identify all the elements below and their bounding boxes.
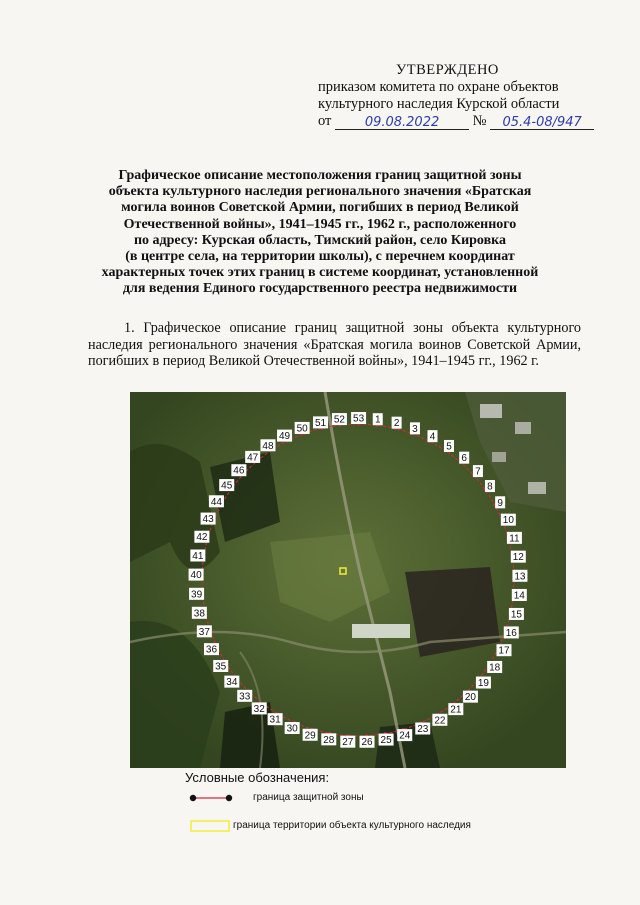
- point-label: 8: [487, 481, 493, 493]
- section-paragraph: [88, 320, 581, 370]
- zone-boundary-symbol: [189, 790, 233, 806]
- title-line: для ведения Единого государственного реестра недвижимости: [122, 281, 518, 297]
- point-label: 22: [434, 715, 446, 727]
- point-label: 50: [296, 423, 308, 435]
- point-label: 45: [221, 480, 233, 492]
- approval-line-1: приказом комитета по охране объектов: [318, 79, 559, 95]
- legend: [185, 770, 565, 831]
- point-label: 33: [239, 691, 251, 703]
- point-label: 18: [489, 662, 501, 674]
- point-label: 37: [198, 626, 210, 638]
- point-label: 47: [247, 452, 259, 464]
- document-title: [70, 168, 570, 298]
- point-label: 12: [512, 552, 524, 564]
- point-label: 41: [192, 551, 204, 563]
- point-label: 14: [513, 590, 525, 602]
- point-label: 30: [286, 723, 298, 735]
- title-line: (в центре села, на территории школы), с перечнем координат: [125, 249, 515, 265]
- legend-item-zone: [185, 792, 565, 806]
- point-label: 36: [205, 644, 218, 656]
- point-label: 23: [417, 723, 429, 735]
- point-label: 46: [233, 465, 245, 477]
- point-label: 19: [477, 678, 489, 690]
- point-label: 38: [193, 608, 205, 620]
- title-line: по адресу: Курская область, Тимский район, село Кировка: [133, 232, 506, 248]
- paragraph-number: 1.: [124, 320, 135, 336]
- title-line: объекта культурного наследия регионального значения «Братская: [108, 184, 532, 200]
- map-svg: [130, 392, 566, 768]
- legend-title: Условные обозначения:: [185, 770, 330, 785]
- number-prefix: №: [472, 113, 487, 129]
- object-boundary-symbol: [189, 819, 233, 833]
- house: [515, 422, 531, 434]
- date-field: [335, 114, 469, 130]
- school-building: [352, 624, 410, 638]
- number-value: 05.4-08/947: [502, 115, 582, 130]
- point-label: 28: [323, 734, 335, 746]
- point-label: 44: [210, 496, 222, 508]
- point-label: 53: [353, 413, 365, 425]
- point-label: 48: [262, 440, 274, 452]
- point-label: 9: [497, 497, 503, 509]
- point-label: 6: [461, 453, 467, 465]
- date-prefix: от: [318, 113, 332, 129]
- title-line: могила воинов Советской Армии, погибших в период Великой: [121, 200, 519, 216]
- point-label: 4: [429, 431, 436, 443]
- house: [528, 482, 546, 494]
- satellite-map: [130, 392, 566, 768]
- point-label: 5: [446, 441, 452, 453]
- legend-label-object: граница территории объекта культурного наследия: [233, 820, 471, 831]
- title-line: характерных точек этих границ в системе координат, установленной: [101, 265, 539, 281]
- point-label: 27: [342, 737, 354, 749]
- ploughed-field: [405, 567, 500, 657]
- legend-label-zone: граница защитной зоны: [253, 792, 364, 803]
- point-label: 29: [304, 730, 316, 742]
- point-label: 3: [412, 423, 418, 435]
- point-label: 35: [215, 661, 227, 673]
- point-label: 42: [196, 532, 208, 544]
- point-label: 2: [393, 418, 400, 430]
- approval-block: [318, 62, 618, 130]
- point-label: 10: [502, 515, 514, 527]
- approval-line-2: культурного наследия Курской области: [318, 96, 560, 112]
- point-label: 39: [191, 589, 203, 601]
- point-label: 1: [374, 414, 381, 426]
- house: [480, 404, 502, 418]
- point-label: 31: [269, 714, 281, 726]
- approval-heading: УТВЕРЖДЕНО: [396, 62, 499, 78]
- point-label: 17: [498, 645, 510, 657]
- point-label: 24: [399, 730, 411, 742]
- point-label: 20: [464, 692, 476, 704]
- number-field: [490, 114, 594, 130]
- point-label: 26: [361, 737, 373, 749]
- legend-item-object: [185, 820, 565, 834]
- point-label: 43: [202, 514, 214, 526]
- title-line: Отечественной войны», 1941–1945 гг., 1962 г., расположенного: [123, 216, 517, 232]
- point-label: 13: [514, 571, 526, 583]
- point-label: 40: [190, 570, 202, 582]
- point-label: 34: [226, 677, 238, 689]
- point-label: 49: [278, 431, 291, 443]
- point-label: 25: [380, 735, 392, 747]
- house: [492, 452, 506, 462]
- date-value: 09.08.2022: [364, 115, 440, 130]
- title-line: Графическое описание местоположения границ защитной зоны: [118, 168, 522, 183]
- dark-patch-south: [220, 702, 280, 768]
- point-label: 11: [509, 533, 520, 545]
- point-label: 7: [475, 466, 481, 478]
- paragraph-text: Графическое описание границ защитной зоны объекта культурного наследия регионального значения «Братская могила воинов Советской Армии, погибших в период Великой Отечественной войны», 1941–1945 гг., 1962 г.: [88, 320, 582, 370]
- point-label: 52: [333, 414, 345, 426]
- point-label: 16: [505, 627, 517, 639]
- point-label: 32: [253, 703, 265, 715]
- approval-date-number: [318, 113, 618, 130]
- point-label: 51: [314, 417, 327, 429]
- point-label: 15: [510, 609, 522, 621]
- point-label: 21: [450, 704, 462, 716]
